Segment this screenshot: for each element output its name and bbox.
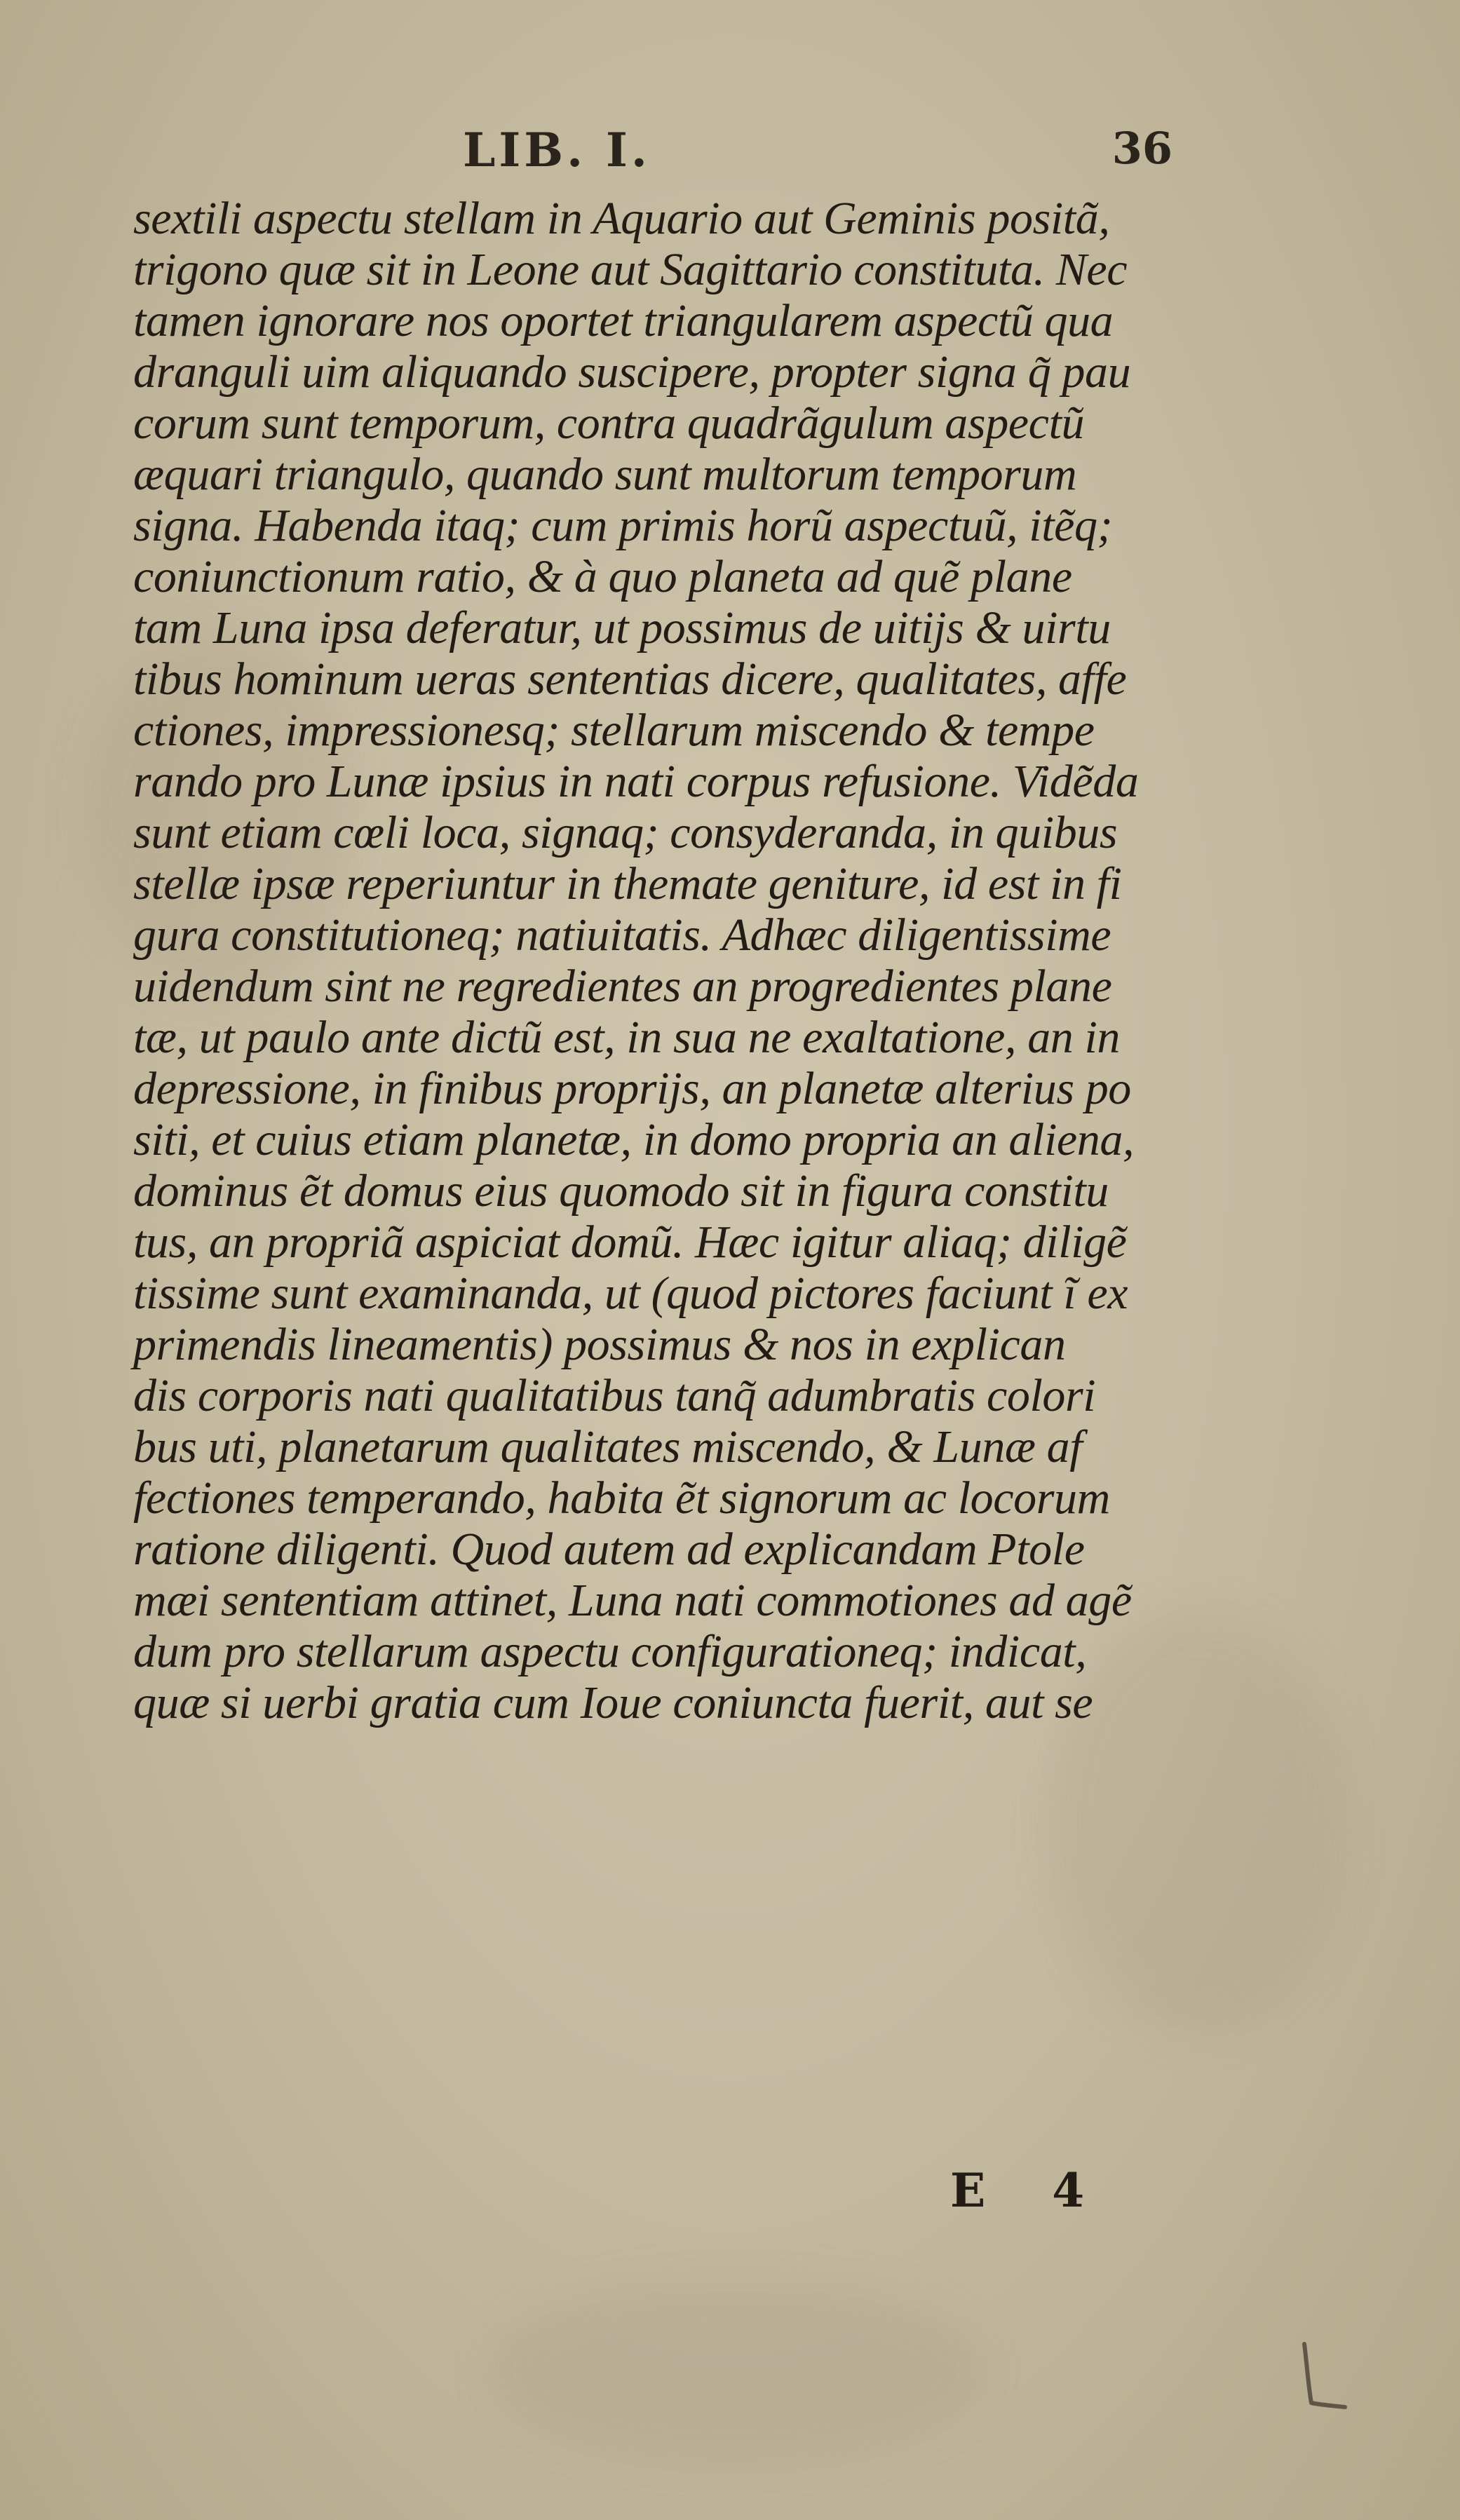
text-line: dis corporis nati qualitatibus tanq̃ adumbratis colori bbox=[133, 1370, 1096, 1421]
text-line: dominus ẽt domus eius quomodo sit in figura constitu bbox=[133, 1165, 1109, 1217]
text-line: siti, et cuius etiam planetæ, in domo propria an aliena, bbox=[133, 1114, 1135, 1165]
text-line: mæi sententiam attinet, Luna nati commotiones ad agẽ bbox=[133, 1575, 1132, 1626]
text-line: bus uti, planetarum qualitates miscendo, & Lunæ af bbox=[133, 1421, 1083, 1472]
signature-mark: E 4 bbox=[950, 2163, 1110, 2218]
text-line: trigono quæ sit in Leone aut Sagittario constituta. Nec bbox=[133, 244, 1128, 295]
page-header bbox=[463, 123, 1192, 200]
text-line: corum sunt temporum, contra quadrãgulum aspectũ bbox=[133, 398, 1085, 449]
text-line: primendis lineamentis) possimus & nos in explican bbox=[133, 1319, 1066, 1370]
paper-stain bbox=[491, 2279, 982, 2461]
text-line: tamen ignorare nos oportet triangularem aspectũ qua bbox=[133, 295, 1114, 346]
text-line: æquari triangulo, quando sunt multorum temporum bbox=[133, 449, 1077, 500]
text-line: rando pro Lunæ ipsius in nati corpus refusione. Vidẽda bbox=[133, 756, 1139, 807]
text-line: uidendum sint ne regredientes an progredientes plane bbox=[133, 961, 1112, 1012]
text-line: tam Luna ipsa deferatur, ut possimus de uitijs & uirtu bbox=[133, 602, 1111, 653]
running-head: LIB. I. bbox=[463, 123, 651, 177]
text-line: ctiones, impressionesq; stellarum miscendo & tempe bbox=[133, 705, 1095, 756]
pencil-mark bbox=[1290, 2338, 1353, 2416]
folio-number: 36 bbox=[1111, 123, 1172, 174]
text-line: coniunctionum ratio, & à quo planeta ad quẽ plane bbox=[133, 551, 1072, 602]
text-line: dranguli uim aliquando suscipere, propter signa q̃ pau bbox=[133, 346, 1131, 398]
text-line: tibus hominum ueras sententias dicere, qualitates, affe bbox=[133, 653, 1127, 705]
text-line: dum pro stellarum aspectu configurationeq; indicat, bbox=[133, 1626, 1087, 1677]
text-line: gura constitutioneq; natiuitatis. Adhæc diligentissime bbox=[133, 909, 1111, 961]
text-line: stellæ ipsæ reperiuntur in themate geniture, id est in fi bbox=[133, 858, 1122, 909]
text-line: depressione, in finibus proprijs, an planetæ alterius po bbox=[133, 1063, 1131, 1114]
text-line: sunt etiam cœli loca, signaq; consyderanda, in quibus bbox=[133, 807, 1118, 858]
text-line: signa. Habenda itaq; cum primis horũ aspectuũ, itẽq; bbox=[133, 500, 1113, 551]
text-line: quæ si uerbi gratia cum Ioue coniuncta fuerit, aut se bbox=[133, 1677, 1093, 1728]
body-text bbox=[133, 193, 1259, 1728]
text-line: sextili aspectu stellam in Aquario aut Geminis positã, bbox=[133, 193, 1110, 244]
text-line: ratione diligenti. Quod autem ad explicandam Ptole bbox=[133, 1524, 1085, 1575]
text-line: fectiones temperando, habita ẽt signorum ac locorum bbox=[133, 1472, 1110, 1524]
text-line: tus, an propriã aspiciat domũ. Hæc igitur aliaq; diligẽ bbox=[133, 1217, 1127, 1268]
text-line: tissime sunt examinanda, ut (quod pictores faciunt ĩ ex bbox=[133, 1268, 1128, 1319]
text-line: tæ, ut paulo ante dictũ est, in sua ne exaltatione, an in bbox=[133, 1012, 1121, 1063]
